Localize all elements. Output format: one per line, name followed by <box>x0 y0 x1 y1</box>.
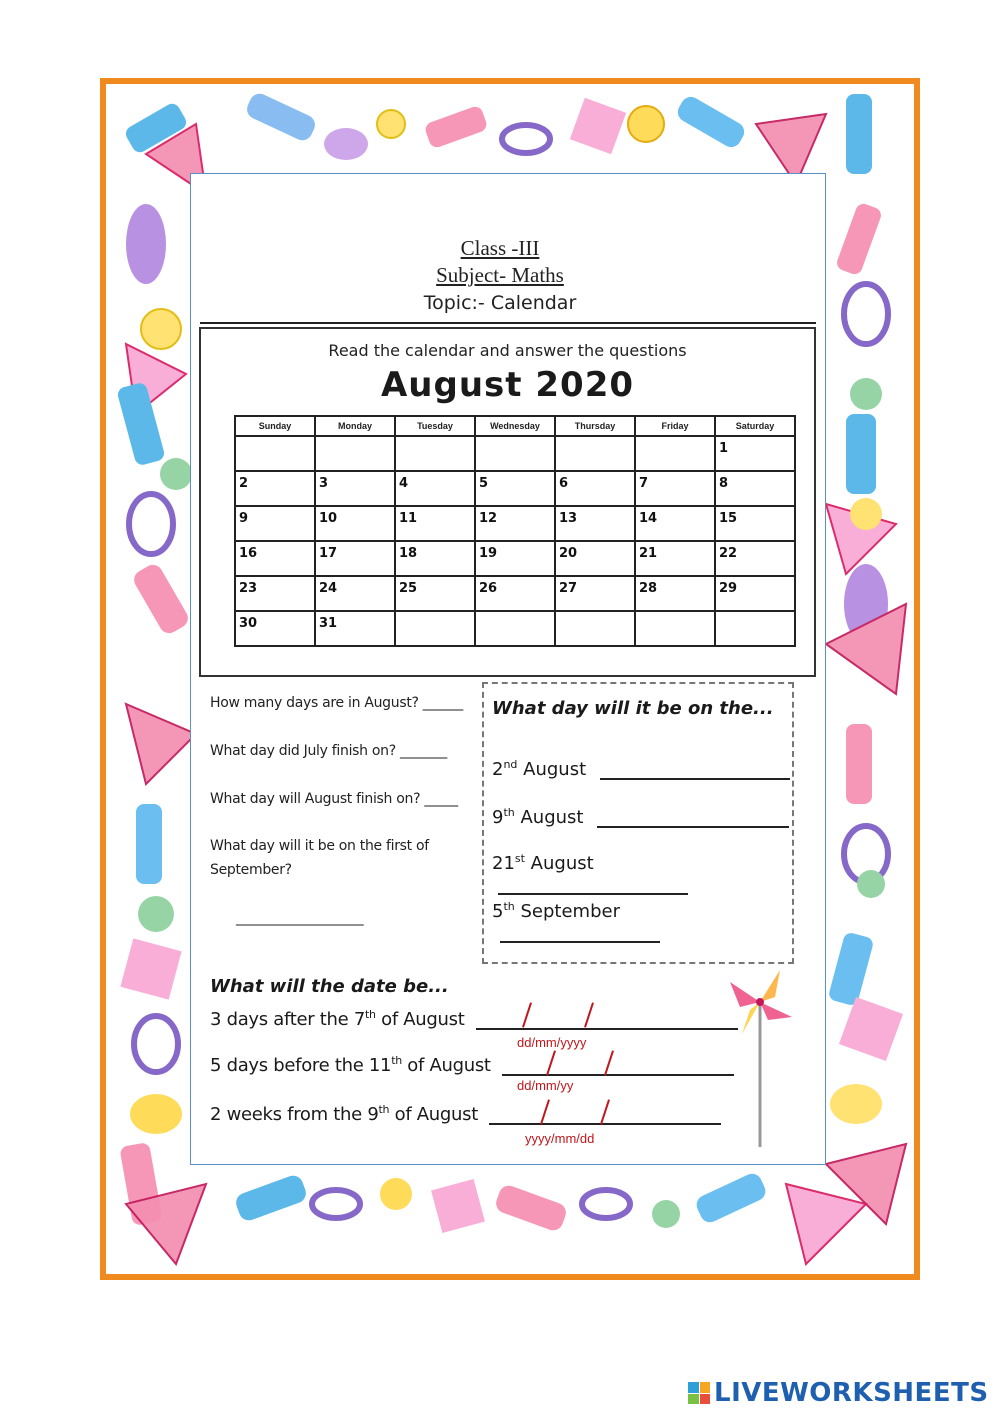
calendar-week-row <box>235 506 795 541</box>
calendar-grid <box>234 415 796 647</box>
weekday-header: Friday <box>635 416 715 436</box>
question-august-finish-day[interactable]: What day will August finish on? _____ <box>210 791 458 807</box>
date-question-suffix: th <box>365 1008 376 1021</box>
day-cell: 8 <box>715 471 795 506</box>
day-cell: 31 <box>315 611 395 646</box>
day-cell: 30 <box>235 611 315 646</box>
day-cell: 9 <box>235 506 315 541</box>
date-question-text: 5 days before the 11 <box>210 1055 392 1076</box>
date-format-hint: dd/mm/yy <box>517 1078 574 1093</box>
date-question-text: of August <box>389 1104 478 1125</box>
date-section-title: What will the date be... <box>210 976 449 997</box>
day-item-9th-august <box>492 806 789 828</box>
day-cell <box>715 611 795 646</box>
calendar-week-row <box>235 541 795 576</box>
day-cell: 19 <box>475 541 555 576</box>
date-question-text: 2 weeks from the 9 <box>210 1104 379 1125</box>
date-answer-blank[interactable] <box>489 1123 721 1125</box>
calendar-week-row <box>235 611 795 646</box>
weekday-header-row <box>235 416 795 436</box>
day-cell: 22 <box>715 541 795 576</box>
date-question-text: 3 days after the 7 <box>210 1009 366 1030</box>
topic-heading: Topic:- Calendar <box>423 292 577 314</box>
day-cell <box>475 436 555 471</box>
weekday-header: Sunday <box>235 416 315 436</box>
question-first-september-line2: September? <box>210 862 292 878</box>
day-cell: 27 <box>555 576 635 611</box>
day-item-2nd-august <box>492 758 790 780</box>
day-cell: 20 <box>555 541 635 576</box>
calendar-title: August 2020 <box>380 365 635 405</box>
question-july-finish-day[interactable]: What day did July finish on? _______ <box>210 743 447 759</box>
day-cell: 6 <box>555 471 635 506</box>
day-cell <box>395 436 475 471</box>
day-item-num: 5 <box>492 901 504 922</box>
day-item-label: August <box>524 853 594 874</box>
calendar-week-row <box>235 576 795 611</box>
date-question-suffix: th <box>391 1054 402 1067</box>
date-question-2 <box>210 1054 734 1076</box>
calendar-week-row <box>235 436 795 471</box>
answer-blank[interactable] <box>597 826 789 828</box>
day-cell <box>475 611 555 646</box>
day-cell: 23 <box>235 576 315 611</box>
date-question-1 <box>210 1008 738 1030</box>
day-question-box <box>482 682 794 964</box>
date-question-text: of August <box>401 1055 491 1076</box>
day-cell: 14 <box>635 506 715 541</box>
day-item-label: August <box>517 759 587 780</box>
day-cell: 17 <box>315 541 395 576</box>
pinwheel-icon <box>720 962 800 1152</box>
day-cell <box>555 611 635 646</box>
day-cell: 29 <box>715 576 795 611</box>
calendar-panel <box>199 327 816 677</box>
day-cell: 16 <box>235 541 315 576</box>
weekday-header: Thursday <box>555 416 635 436</box>
subject-heading: Subject- Maths <box>436 263 564 287</box>
date-format-hint: yyyy/mm/dd <box>525 1131 595 1146</box>
day-cell: 28 <box>635 576 715 611</box>
day-item-num: 2 <box>492 759 504 780</box>
date-question-text: of August <box>375 1009 465 1030</box>
day-item-label: September <box>514 901 620 922</box>
answer-blank[interactable] <box>500 941 660 943</box>
liveworksheets-logo <box>688 1378 989 1408</box>
date-question-suffix: th <box>378 1103 390 1116</box>
date-answer-blank[interactable] <box>476 1028 738 1030</box>
day-item-suffix: st <box>514 852 525 865</box>
day-cell: 1 <box>715 436 795 471</box>
day-item-suffix: nd <box>503 758 518 771</box>
day-cell <box>635 436 715 471</box>
day-cell: 5 <box>475 471 555 506</box>
day-cell: 10 <box>315 506 395 541</box>
day-item-suffix: th <box>503 806 515 819</box>
day-item-21st-august <box>492 852 792 895</box>
day-cell: 2 <box>235 471 315 506</box>
question-days-in-august[interactable]: How many days are in August? ______ <box>210 695 463 711</box>
day-cell: 7 <box>635 471 715 506</box>
day-item-label: August <box>514 807 584 828</box>
day-cell <box>315 436 395 471</box>
day-cell: 11 <box>395 506 475 541</box>
day-cell: 15 <box>715 506 795 541</box>
weekday-header: Wednesday <box>475 416 555 436</box>
day-cell: 18 <box>395 541 475 576</box>
weekday-header: Tuesday <box>395 416 475 436</box>
day-cell <box>635 611 715 646</box>
weekday-header: Saturday <box>715 416 795 436</box>
day-cell: 3 <box>315 471 395 506</box>
date-format-hint: dd/mm/yyyy <box>517 1035 587 1050</box>
liveworksheets-wordmark: LIVEWORKSHEETS <box>714 1378 989 1408</box>
question-first-september-line1: What day will it be on the first of <box>210 838 429 854</box>
date-answer-blank[interactable] <box>502 1074 734 1076</box>
day-cell <box>395 611 475 646</box>
day-item-5th-september <box>492 900 792 943</box>
day-item-suffix: th <box>503 900 515 913</box>
calendar-instruction: Read the calendar and answer the questions <box>328 341 687 360</box>
class-heading: Class -III <box>460 236 540 260</box>
answer-first-september-blank[interactable]: ___________________ <box>236 910 364 926</box>
day-cell: 13 <box>555 506 635 541</box>
day-cell <box>555 436 635 471</box>
day-cell <box>235 436 315 471</box>
day-cell: 4 <box>395 471 475 506</box>
day-cell: 12 <box>475 506 555 541</box>
day-cell: 26 <box>475 576 555 611</box>
date-question-3 <box>210 1103 721 1125</box>
answer-blank[interactable] <box>600 778 790 780</box>
liveworksheets-mark-icon <box>688 1382 710 1404</box>
day-cell: 21 <box>635 541 715 576</box>
day-item-num: 21 <box>492 853 515 874</box>
weekday-header: Monday <box>315 416 395 436</box>
answer-blank[interactable] <box>498 893 688 895</box>
day-box-title: What day will it be on the... <box>492 698 774 719</box>
day-cell: 24 <box>315 576 395 611</box>
day-item-num: 9 <box>492 807 504 828</box>
header-divider <box>200 322 816 324</box>
day-cell: 25 <box>395 576 475 611</box>
calendar-week-row <box>235 471 795 506</box>
